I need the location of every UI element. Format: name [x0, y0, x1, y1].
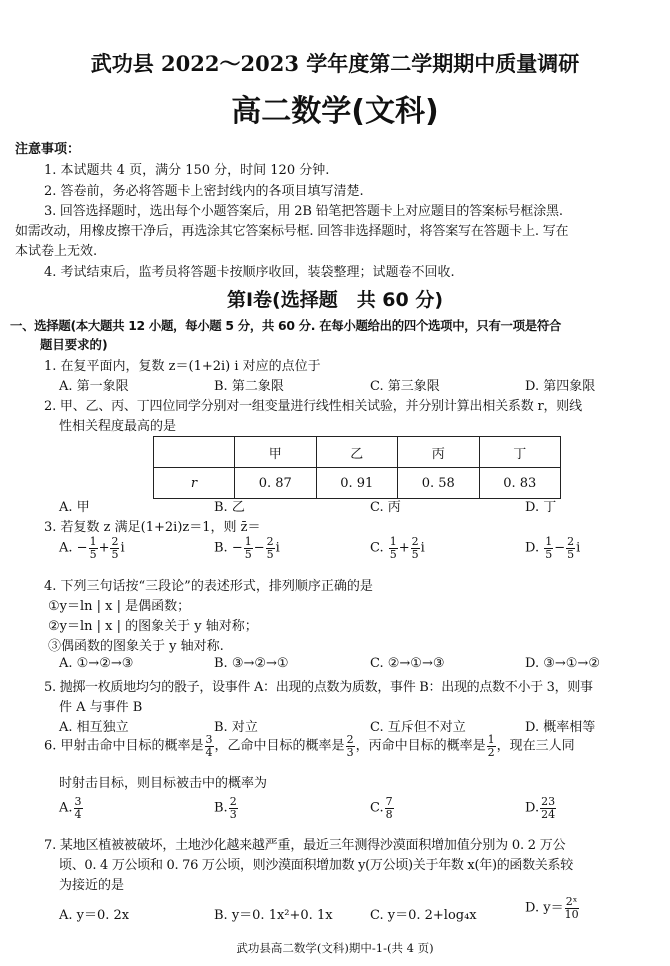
section-heading: 题目要求的) — [40, 337, 108, 352]
fraction: $\frac{1}{2}$ — [487, 733, 495, 759]
option-b[interactable]: B. 第二象限 — [214, 379, 284, 394]
question-stem: 6. 甲射击命中目标的概率是 $\frac{3}{4}$ ，乙命中目标的概率是 $\frac{2}{3}$ ，丙命中目标的概率是 $\frac{1}{2}$ ，现在三人同 — [44, 733, 575, 759]
question-stem: 7. 某地区植被被破坏，土地沙化越来越严重，最近三年测得沙漠面积增加值分别为 0. 2 万公 — [44, 838, 566, 853]
notice-item: 3. 回答选择题时，选出每个小题答案后，用 2B 铅笔把答题卡上对应题目的答案标号框涂黑. — [44, 204, 563, 219]
option-b[interactable]: B. y＝0. 1x²+0. 1x — [214, 908, 333, 923]
table-header: 丁 — [479, 437, 561, 468]
option-c[interactable]: C. $\frac{1}{5}$ + $\frac{2}{5}$ i — [370, 535, 425, 561]
option-d[interactable]: D. $\frac{1}{5}$ − $\frac{2}{5}$ i — [525, 535, 581, 561]
sign: − — [253, 540, 265, 556]
option-d[interactable]: D. 丁 — [525, 500, 557, 515]
question-stem: 顷、0. 4 万公顷和 0. 76 万公顷，则沙漠面积增加数 y(万公顷)关于年数 x(年)的函数关系较 — [59, 858, 573, 873]
option-c[interactable]: C. 丙 — [370, 500, 401, 515]
sign: − — [554, 540, 566, 556]
notice-item: 2. 答卷前，务必将答题卡上密封线内的各项目填写清楚. — [44, 184, 364, 199]
table-header: 丙 — [398, 437, 480, 468]
option-b[interactable]: B. $\frac{2}{3}$ — [214, 795, 237, 821]
notice-item: 1. 本试题共 4 页，满分 150 分，时间 120 分钟. — [44, 163, 330, 178]
table-cell: 0. 91 — [316, 468, 398, 499]
question-stem: 2. 甲、乙、丙、丁四位同学分别对一组变量进行线性相关试验，并分别计算出相关系数 r，则线 — [44, 399, 582, 414]
question-stem: 4. 下列三句话按“三段论”的表述形式，排列顺序正确的是 — [44, 579, 373, 594]
option-label: C. — [370, 540, 384, 556]
fraction: $\frac{\text{2ˣ}}{10}$ — [564, 895, 579, 921]
fraction: $\frac{7}{8}$ — [385, 795, 393, 821]
notice-heading: 注意事项： — [15, 142, 81, 157]
table-header: 乙 — [316, 437, 398, 468]
question-stem: 为接近的是 — [59, 878, 125, 893]
option-b[interactable]: B. 乙 — [214, 500, 245, 515]
question-stem: 时射击目标，则目标被击中的概率为 — [59, 776, 268, 791]
option-b[interactable]: B. 对立 — [214, 720, 258, 735]
fraction: $\frac{3}{4}$ — [205, 733, 213, 759]
option-b[interactable]: B. − $\frac{1}{5}$ − $\frac{2}{5}$ i — [214, 535, 280, 561]
sign: + — [398, 540, 410, 556]
option-d[interactable]: D. $\frac{23}{24}$ — [525, 795, 556, 821]
option-c[interactable]: C. 第三象限 — [370, 379, 440, 394]
option-c[interactable]: C. $\frac{7}{8}$ — [370, 795, 393, 821]
fraction: $\frac{2}{5}$ — [266, 535, 274, 561]
fraction: $\frac{2}{3}$ — [346, 733, 354, 759]
sign: − — [76, 540, 88, 556]
question-stem: 5. 抛掷一枚质地均匀的骰子，设事件 A：出现的点数为质数，事件 B：出现的点数不小于 3，则事 — [44, 680, 593, 695]
option-d[interactable]: D. y＝ $\frac{\text{2ˣ}}{10}$ — [525, 895, 579, 921]
fraction: $\frac{3}{4}$ — [74, 795, 82, 821]
option-c[interactable]: C. ②→①→③ — [370, 656, 445, 671]
question-stem: 1. 在复平面内，复数 z＝(1+2i) i 对应的点位于 — [44, 359, 321, 374]
option-a[interactable]: A. 甲 — [59, 500, 90, 515]
page-footer: 武功县高二数学(文科)期中-1-(共 4 页) — [236, 941, 434, 955]
option-a[interactable]: A. 第一象限 — [59, 379, 129, 394]
option-d[interactable]: D. ③→①→② — [525, 656, 600, 671]
table-row-label: r — [154, 468, 235, 499]
table-cell: 0. 58 — [398, 468, 480, 499]
sign: − — [231, 540, 243, 556]
option-a[interactable]: A. − $\frac{1}{5}$ + $\frac{2}{5}$ i — [59, 535, 125, 561]
table-cell: 0. 87 — [235, 468, 317, 499]
option-d[interactable]: D. 第四象限 — [525, 379, 596, 394]
fraction: $\frac{1}{5}$ — [89, 535, 97, 561]
table-corner — [154, 437, 235, 468]
part-title: 第Ⅰ卷(选择题 共 60 分) — [226, 289, 444, 311]
notice-item: 如需改动，用橡皮擦干净后，再选涂其它答案标号框. 回答非选择题时，将答案写在答题卡上. 写在 — [15, 224, 569, 239]
fraction: $\frac{2}{5}$ — [111, 535, 119, 561]
option-label: D. — [525, 540, 540, 556]
section-heading: 一、选择题(本大题共 12 小题，每小题 5 分，共 60 分. 在每小题给出的四个选项中，只有一项是符合 — [10, 318, 562, 333]
option-c[interactable]: C. 互斥但不对立 — [370, 720, 466, 735]
fraction: $\frac{2}{5}$ — [567, 535, 575, 561]
fraction: $\frac{23}{24}$ — [541, 795, 556, 821]
option-label: A. — [59, 540, 73, 556]
question-stem: 件 A 与事件 B — [59, 700, 143, 715]
table-cell: 0. 83 — [479, 468, 561, 499]
correlation-table — [153, 436, 561, 499]
fraction: $\frac{1}{5}$ — [545, 535, 553, 561]
option-c[interactable]: C. y＝0. 2+log₄x — [370, 908, 477, 923]
fraction: $\frac{1}{5}$ — [244, 535, 252, 561]
option-a[interactable]: A. ①→②→③ — [59, 656, 134, 671]
table-header: 甲 — [235, 437, 317, 468]
fraction: $\frac{1}{5}$ — [389, 535, 397, 561]
option-b[interactable]: B. ③→②→① — [214, 656, 289, 671]
option-label: B. — [214, 540, 228, 556]
subject-title: 高二数学(文科) — [231, 94, 439, 129]
option-a[interactable]: A. $\frac{3}{4}$ — [59, 795, 82, 821]
fraction: $\frac{2}{5}$ — [411, 535, 419, 561]
statement-line: ①y＝ln | x | 是偶函数； — [48, 599, 191, 614]
notice-item: 本试卷上无效. — [15, 244, 98, 259]
option-d[interactable]: D. 概率相等 — [525, 720, 596, 735]
sign: + — [98, 540, 110, 556]
statement-line: ③偶函数的图象关于 y 轴对称. — [48, 639, 224, 654]
option-a[interactable]: A. y＝0. 2x — [59, 908, 130, 923]
fraction: $\frac{2}{3}$ — [229, 795, 237, 821]
statement-line: ②y＝ln | x | 的图象关于 y 轴对称； — [48, 619, 258, 634]
option-a[interactable]: A. 相互独立 — [59, 720, 129, 735]
exam-title: 武功县 2022～2023 学年度第二学期期中质量调研 — [90, 51, 580, 76]
question-stem: 3. 若复数 z 满足(1+2i)z＝1，则 z̄＝ — [44, 520, 261, 535]
question-stem: 性相关程度最高的是 — [59, 419, 177, 434]
notice-item: 4. 考试结束后，监考员将答题卡按顺序收回，装袋整理；试题卷不回收. — [44, 265, 455, 280]
